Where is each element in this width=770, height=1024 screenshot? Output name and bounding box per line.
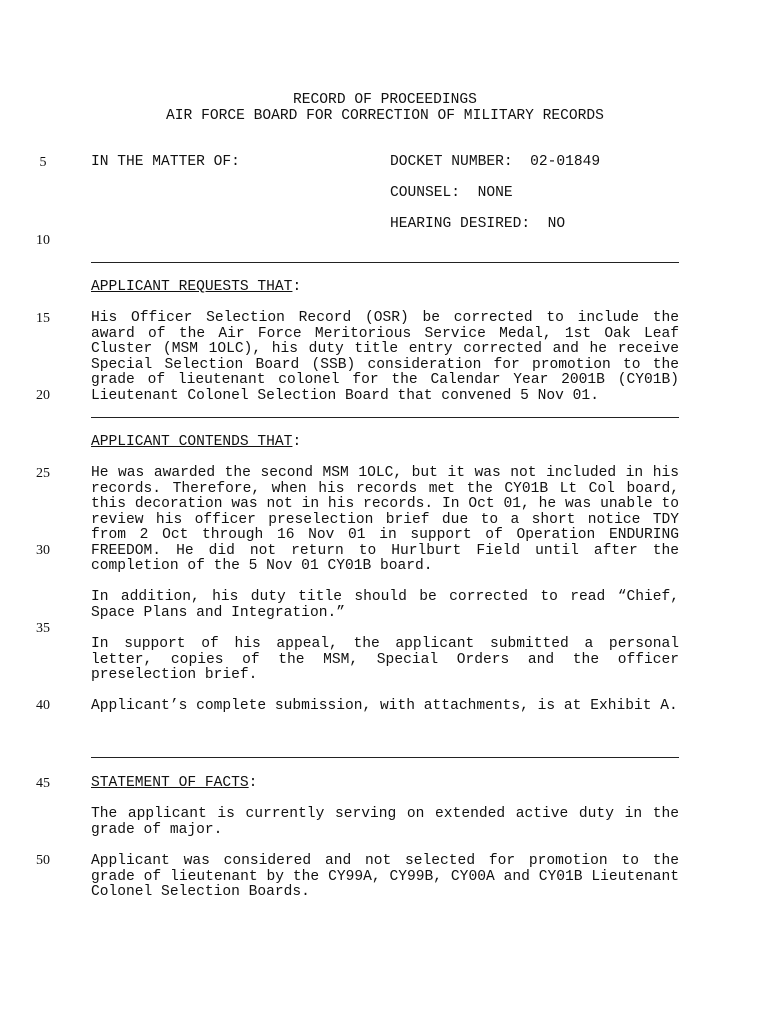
- hearing-label: HEARING DESIRED:: [390, 216, 531, 232]
- section-heading-contends: APPLICANT CONTENDS THAT:: [91, 434, 302, 450]
- line-number: 50: [36, 853, 50, 868]
- paragraph: In addition, his duty title should be corrected to read “Chief, Space Plans and Integration.”: [91, 589, 679, 621]
- docket-number: [390, 155, 600, 171]
- counsel-value: NONE: [477, 185, 513, 201]
- line-number: 25: [36, 466, 50, 481]
- line-number: 35: [36, 621, 50, 636]
- hearing-value: NO: [547, 216, 566, 232]
- section-heading-facts: STATEMENT OF FACTS:: [91, 775, 258, 791]
- counsel-label: COUNSEL:: [390, 185, 461, 201]
- paragraph: Applicant was considered and not selected for promotion to the grade of lieutenant by the CY99A, CY99B, CY00A and CY01B Lieutenant Colonel Selection Boards.: [91, 853, 679, 900]
- paragraph: The applicant is currently serving on extended active duty in the grade of major.: [91, 806, 679, 838]
- in-the-matter-of: IN THE MATTER OF:: [91, 154, 240, 170]
- line-number: 30: [36, 543, 50, 558]
- heading-text: APPLICANT CONTENDS THAT: [91, 434, 293, 450]
- divider: [91, 262, 679, 263]
- docket-label: DOCKET NUMBER:: [390, 154, 513, 170]
- docket-value: 02-01849: [530, 154, 601, 170]
- heading-text: STATEMENT OF FACTS: [91, 775, 249, 791]
- paragraph: In support of his appeal, the applicant submitted a personal letter, copies of the MSM, Special Orders and the officer preselection brief.: [91, 636, 679, 683]
- line-number: 10: [36, 233, 50, 248]
- paragraph: He was awarded the second MSM 1OLC, but it was not included in his records. Therefore, when his records met the CY01B Lt Col board, this decoration was not in his records. In Oct 01, he was unable to review his officer preselection brief due to a short notice TDY from 2 Oct through 16 Nov 01 in support of Operation ENDURING FREEDOM. He did not return to Hurlburt Field until after the completion of the 5 Nov 01 CY01B board.: [91, 465, 679, 574]
- document-title: RECORD OF PROCEEDINGS: [293, 92, 477, 108]
- line-number: 5: [39, 155, 47, 170]
- line-number: 45: [36, 776, 50, 791]
- counsel: [390, 186, 513, 202]
- line-number: 15: [36, 311, 50, 326]
- heading-text: APPLICANT REQUESTS THAT: [91, 279, 293, 295]
- paragraph: His Officer Selection Record (OSR) be corrected to include the award of the Air Force Meritorious Service Medal, 1st Oak Leaf Cluster (MSM 1OLC), his duty title entry corrected and he receive Special Selection Board (SSB) consideration for promotion to the grade of lieutenant colonel for the Calendar Year 2001B (CY01B) Lieutenant Colonel Selection Board that convened 5 Nov 01.: [91, 310, 679, 404]
- divider: [91, 757, 679, 758]
- divider: [91, 417, 679, 418]
- hearing-desired: [390, 217, 565, 233]
- section-heading-requests: APPLICANT REQUESTS THAT:: [91, 279, 302, 295]
- line-number: 40: [36, 698, 50, 713]
- board-name: AIR FORCE BOARD FOR CORRECTION OF MILITARY RECORDS: [166, 108, 604, 124]
- line-number: 20: [36, 388, 50, 403]
- paragraph: Applicant’s complete submission, with attachments, is at Exhibit A.: [91, 698, 678, 714]
